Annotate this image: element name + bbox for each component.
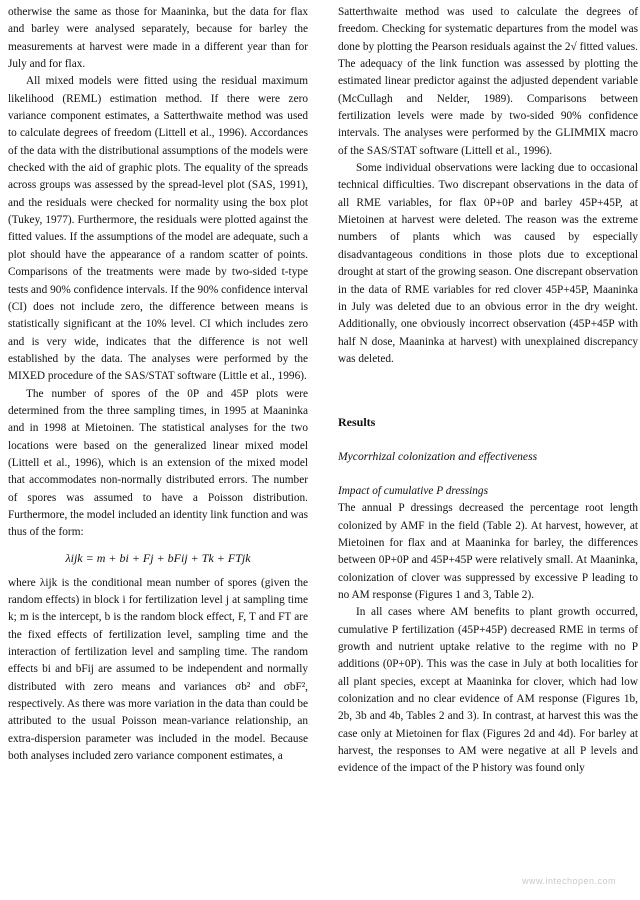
section-heading-results: Results bbox=[338, 415, 376, 430]
watermark: www.intechopen.com bbox=[521, 876, 616, 886]
paragraph-am-benefits: In all cases where AM benefits to plant growth occurred, cumulative P fertilization (45P+45P) decreased RME in terms of growth and nutrient uptake relative to the regime with no P additions (0P+0P). This was the case in July at both localities for all plant species, except at Maaninka for clover, which had low colonization and no clear evidence of AM response (Figures 1b, 2b, 3b and 4b, Tables 2 and 3). In contrast, at harvest this was the case only at Mietoinen for flax (Figures 2d and 4d). For barley at harvest, the responses to AM were negative at all P levels and evidence of the impact of the P history was found only bbox=[338, 606, 638, 775]
paragraph-satterthwaite: Satterthwaite method was used to calculate the degrees of freedom. Checking for systematic departures from the model was done by plotting the Pearson residuals against the 2√ fitted values. The adequacy of the link function was assessed by plotting the estimated linear predictor against the adjusted dependent variable (McCullagh and Nelder, 1989). Comparisons between fertilization levels were made by two-sided 90% confidence intervals. The analyses were performed by the GLIMMIX macro of the SAS/STAT software (Littell et al., 1996). bbox=[338, 6, 638, 157]
model-formula: λijk = m + bi + Fj + bFij + Tk + FTjk bbox=[65, 550, 251, 565]
paragraph-observations: Some individual observations were lacking due to occasional technical difficulties. Two discrepant observations in the data of all RME variables, for flax 0P+0P and barley 45P+45P, at Mietoinen at harvest were deleted. The reason was the extreme numbers of plants which was caused by especially disadvantageous conditions in those plots due to exceptional drought at start of the growing season. One discrepant observation in the data of RME variables for red clover 45P+45P, Maaninka in July was deleted due to an obvious error in the dry weight. Additionally, one obviously incorrect observation (45P+45P with half N dose, Maaninka at harvest) with unexplained discrepancy was deleted. bbox=[338, 162, 638, 365]
paragraph-spores: The number of spores of the 0P and 45P plots were determined from the three sampling times, in 1995 at Maaninka and in 1998 at Mietoinen. The statistical analyses for the two locations were based on the generalized linear mixed model (Littell et al., 1996), which is an extension of the mixed model that accommodates non-normally distributed errors. The number of spores was assumed to have a Poisson distribution. Furthermore, the model included an identity link function and was thus of the form: bbox=[8, 387, 308, 539]
paragraph-mixed-models: All mixed models were fitted using the residual maximum likelihood (REML) estimation method. If there were zero variance component estimates, a Satterthwaite method was used to calculate degrees of freedom (Littell et al., 1996). Accordances of the data with the distributional assumptions of the models were checked with the aid of graphic plots. The equality of the spreads across groups was assessed by the spread-level plot (SAS, 1991), and the residuals were checked for normality using the box plot (Tukey, 1977). Furthermore, the residuals were plotted against the fitted values. If the assumptions of the model are adequate, such a plot should have the appearance of a random scatter of points. Comparisons of the treatments were made by two-sided t-type tests and 90% confidence intervals. If the 90% confidence interval (CI) does not include zero, the difference between means is statistically significant at the 10% level. CI which includes zero and is very wide, indicates that the difference is not well established by the data. The analyses were performed by the MIXED procedure of the SAS/STAT software (Little et al., 1996). bbox=[8, 75, 308, 383]
right-column bbox=[338, 4, 638, 778]
paragraph-p-dressings: The annual P dressings decreased the percentage root length colonized by AMF in the field (Table 2). At harvest, however, at Mietoinen for flax and at Maaninka for barley, the differences between 0P+0P and 45P+45P were relatively small. At Maaninka, colonization of clover was suppressed by excessive P leading to no AM response (Figures 1 and 3, Table 2). bbox=[338, 502, 638, 601]
paragraph-methods-continued: otherwise the same as those for Maaninka, but the data for flax and barley were analysed separately, because for barley the measurements at harvest were made in a different year than for July and for flax. bbox=[8, 6, 308, 71]
left-column bbox=[8, 4, 308, 765]
paragraph-formula-explanation: where λijk is the conditional mean number of spores (given the random effects) in block i for fertilization level j at sampling time k; m is the intercept, b is the random block effect, F, T and FT are the fixed effects of fertilization level, sampling time and the interaction of fertilization level and sampling time. The random effects bi and bFij are assumed to be independent and normally distributed with zero means and variances σb² and σbF², respectively. As there was more variation in the data than could be attributed to the usual Poisson mean-variance relationship, an extra-dispersion parameter was included in the model. Because both analyses included zero variance component estimates, a bbox=[8, 576, 308, 763]
subsubsection-heading: Impact of cumulative P dressings bbox=[338, 484, 488, 497]
subsection-heading: Mycorrhizal colonization and effectiveness bbox=[338, 449, 538, 463]
